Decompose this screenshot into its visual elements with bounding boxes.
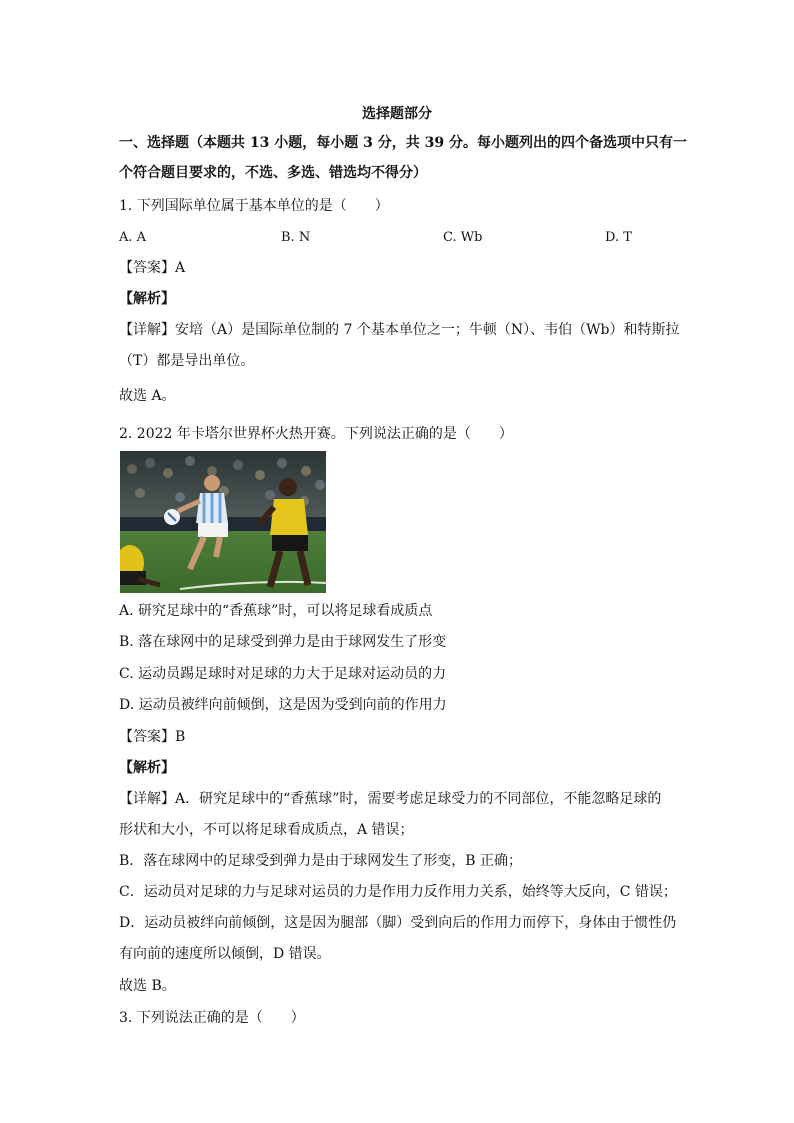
q1-option-b: B. N <box>281 230 311 245</box>
q1-option-a: A. A <box>119 230 147 245</box>
section-title: 选择题部分 <box>362 106 432 122</box>
q1-stem: 1. 下列国际单位属于基本单位的是（ ） <box>119 198 389 214</box>
q1-analysis-label: 【解析】 <box>119 291 175 307</box>
q2-detail-line3: B．落在球网中的足球受到弹力是由于球网发生了形变，B 正确； <box>119 853 523 869</box>
q2-option-c: C. 运动员踢足球时对足球的力大于足球对运动员的力 <box>119 666 447 682</box>
q1-answer: 【答案】A <box>119 260 186 276</box>
section-instructions-line2: 个符合题目要求的，不选、多选、错选均不得分） <box>119 165 427 181</box>
q2-detail-line5: D．运动员被绊向前倾倒，这是因为腿部（脚）受到向后的作用力而停下，身体由于惯性仍 <box>119 915 677 931</box>
q2-detail-line6: 有向前的速度所以倾倒，D 错误。 <box>119 946 331 962</box>
q1-conclusion: 故选 A。 <box>119 388 176 404</box>
soccer-match-photo <box>120 451 326 593</box>
q1-detail-line1: 【详解】安培（A）是国际单位制的 7 个基本单位之一；牛顿（N）、韦伯（Wb）和特斯拉 <box>119 322 680 338</box>
q2-detail-line4: C．运动员对足球的力与足球对运员的力是作用力反作用力关系，始终等大反向，C 错误； <box>119 884 677 900</box>
q1-option-d: D. T <box>605 230 632 245</box>
q2-option-a: A. 研究足球中的“香蕉球”时，可以将足球看成质点 <box>119 603 433 619</box>
q3-stem: 3. 下列说法正确的是（ ） <box>119 1010 305 1026</box>
q2-answer: 【答案】B <box>119 729 186 745</box>
q2-detail-line1: 【详解】A．研究足球中的“香蕉球”时，需要考虑足球受力的不同部位，不能忽略足球的 <box>119 791 662 807</box>
q1-option-c: C. Wb <box>443 230 483 245</box>
q2-option-b: B. 落在球网中的足球受到弹力是由于球网发生了形变 <box>119 634 447 650</box>
q2-stem: 2. 2022 年卡塔尔世界杯火热开赛。下列说法正确的是（ ） <box>119 426 513 442</box>
q2-option-d: D. 运动员被绊向前倾倒，这是因为受到向前的作用力 <box>119 697 447 713</box>
q1-detail-line2: （T）都是导出单位。 <box>119 353 255 369</box>
section-instructions-line1: 一、选择题（本题共 13 小题，每小题 3 分，共 39 分。每小题列出的四个备选项中只有一 <box>119 135 687 151</box>
q2-analysis-label: 【解析】 <box>119 760 175 776</box>
soccer-photo-illustration <box>120 451 326 593</box>
q2-conclusion: 故选 B。 <box>119 978 176 994</box>
q2-detail-line2: 形状和大小，不可以将足球看成质点，A 错误； <box>119 822 414 838</box>
